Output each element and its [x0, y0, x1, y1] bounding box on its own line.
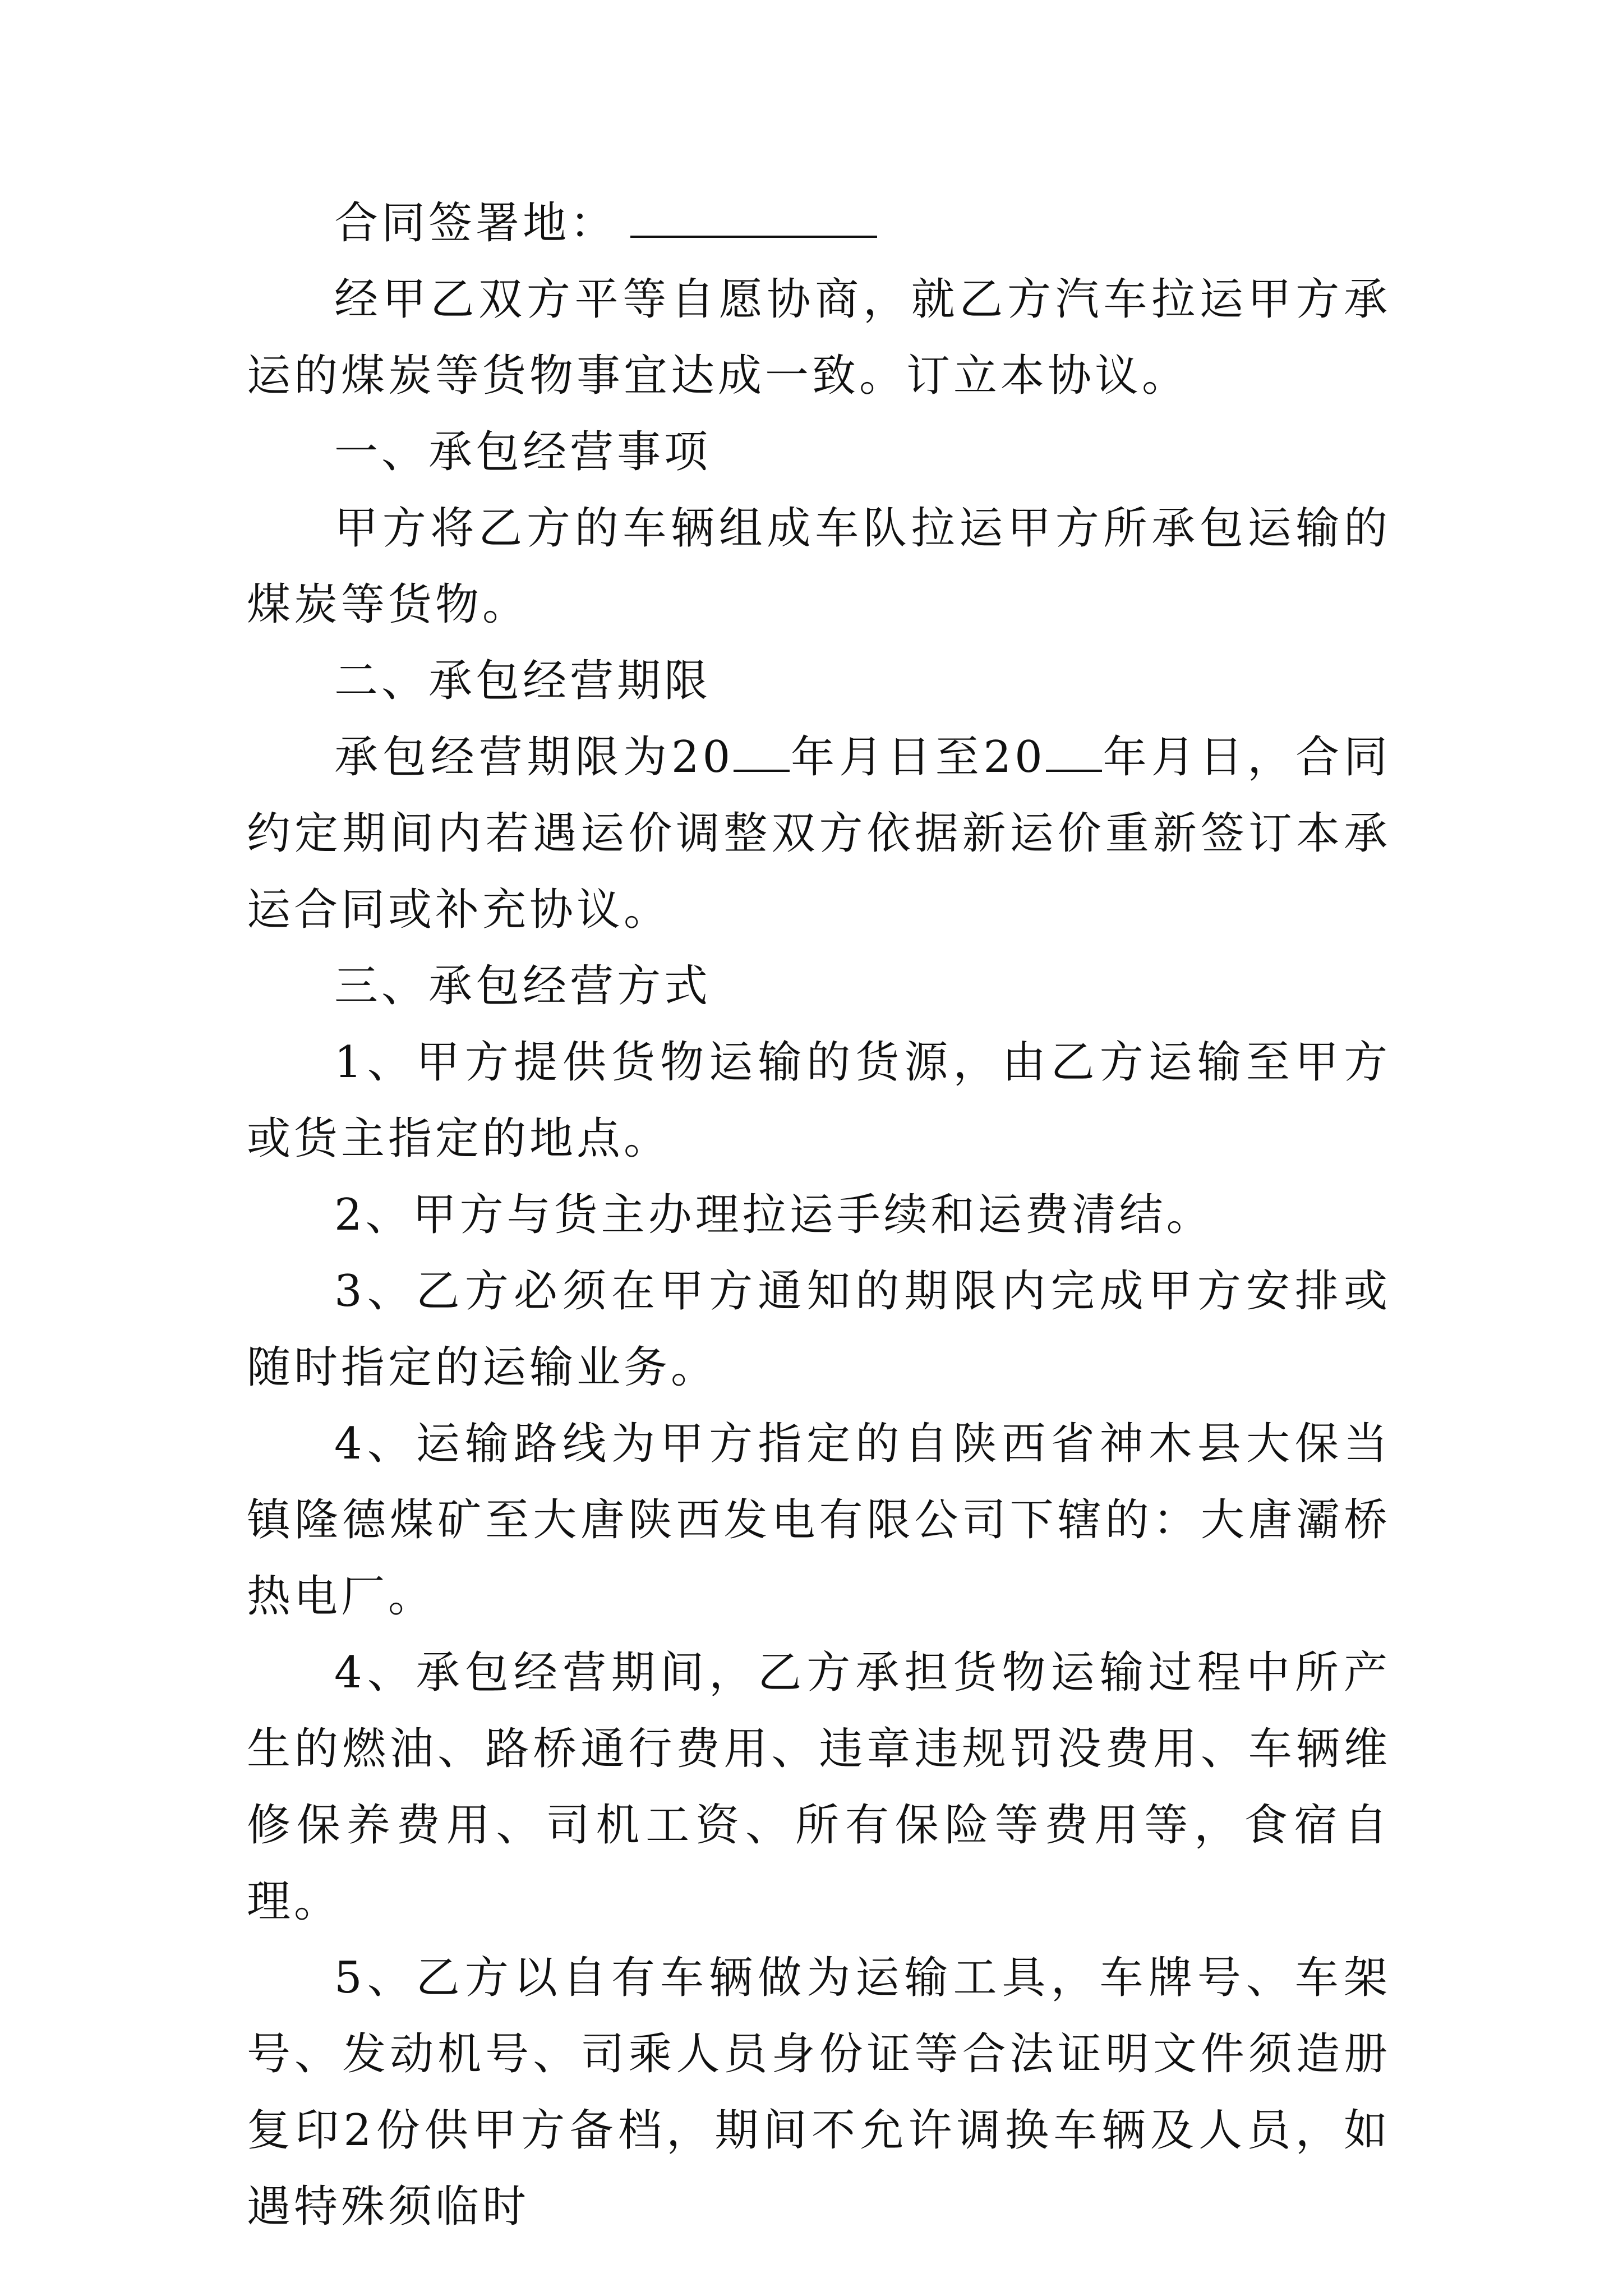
section2-body [247, 719, 1391, 948]
section1-body: 甲方将乙方的车辆组成车队拉运甲方所承包运输的煤炭等货物。 [247, 503, 1391, 630]
item-3: 3、乙方必须在甲方通知的期限内完成甲方安排或随时指定的运输业务。 [247, 1266, 1391, 1393]
item-4b: 4、承包经营期间，乙方承担货物运输过程中所产生的燃油、路桥通行费用、违章违规罚没费用、车辆维修保养费用、司机工资、所有保险等费用等，食宿自理。 [247, 1648, 1391, 1927]
year-blank-end [1046, 736, 1102, 772]
section2-title: 二、承包经营期限 [334, 656, 712, 706]
section3-title: 三、承包经营方式 [334, 961, 712, 1011]
intro-paragraph: 经甲乙双方平等自愿协商，就乙方汽车拉运甲方承运的煤炭等货物事宜达成一致。订立本协议。 [247, 274, 1391, 401]
item-4a: 4、运输路线为甲方指定的自陕西省神木县大保当镇隆德煤矿至大唐陕西发电有限公司下辖的：大唐灞桥热电厂。 [247, 1419, 1391, 1622]
item-1: 1、甲方提供货物运输的货源，由乙方运输至甲方或货主指定的地点。 [247, 1037, 1391, 1164]
signing-place-line [247, 185, 1391, 261]
section1-title: 一、承包经营事项 [334, 427, 712, 477]
section2-body-part-a: 承包经营期限为20 [334, 732, 734, 783]
signing-place-blank [630, 196, 877, 238]
section2-body-part-c: 年月日，合同约定期间内若遇运价调整双方依据新运价重新签订本承运合同或补充协议。 [247, 732, 1391, 935]
signing-place-label: 合同签署地： [334, 198, 617, 249]
item-5: 5、乙方以自有车辆做为运输工具，车牌号、车架号、发动机号、司乘人员身份证等合法证明文件须造册复印2份供甲方备档，期间不允许调换车辆及人员，如遇特殊须临时 [247, 1953, 1391, 2232]
contract-text [247, 185, 1391, 2245]
section2-body-part-b: 年月日至20 [790, 732, 1046, 783]
year-blank-start [734, 736, 790, 772]
item-2: 2、甲方与货主办理拉运手续和运费清结。 [334, 1190, 1214, 1240]
